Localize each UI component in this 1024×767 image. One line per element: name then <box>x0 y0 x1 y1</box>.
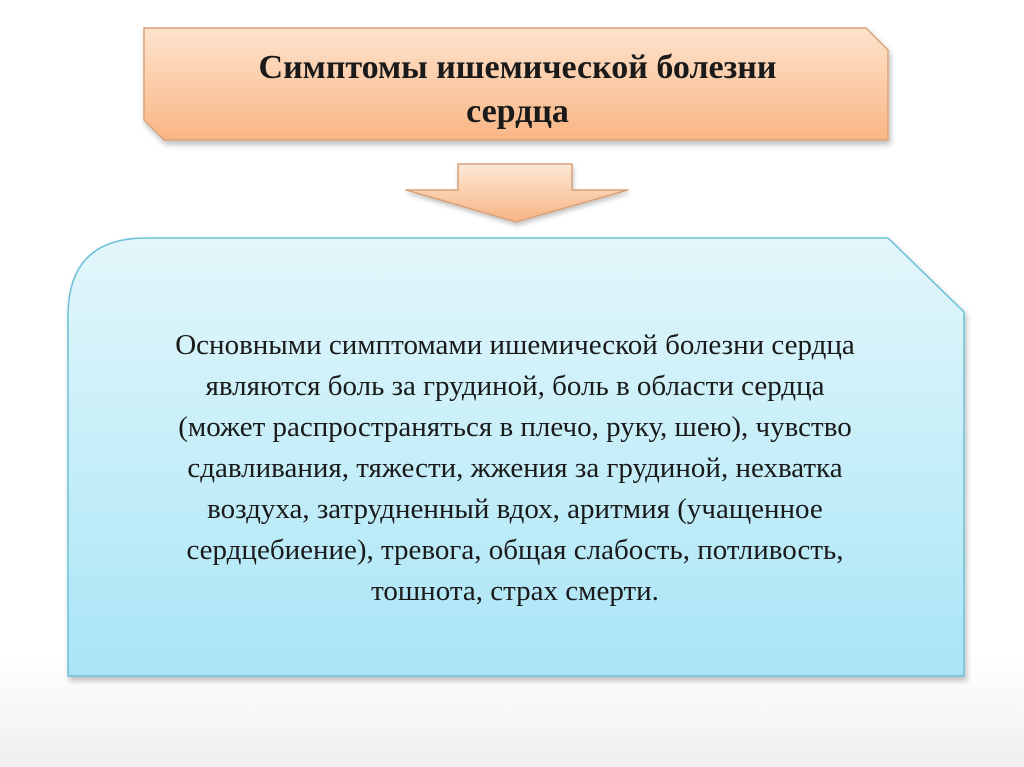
title-text: Симптомы ишемической болезни сердца <box>258 49 777 130</box>
down-arrow <box>400 160 636 228</box>
content-text: Основными симптомами ишемической болезни сердца являются боль за грудиной, боль в области сердца (может распространяться в плечо, руку, шею), чувство сдавливания, тяжести, жжения за грудиной, нехватка воздуха, затрудненный вдох, аритмия (учащенное сердцебиение), тревога, общая слабость, потливость, тошнота, страх смерти. <box>175 328 855 607</box>
